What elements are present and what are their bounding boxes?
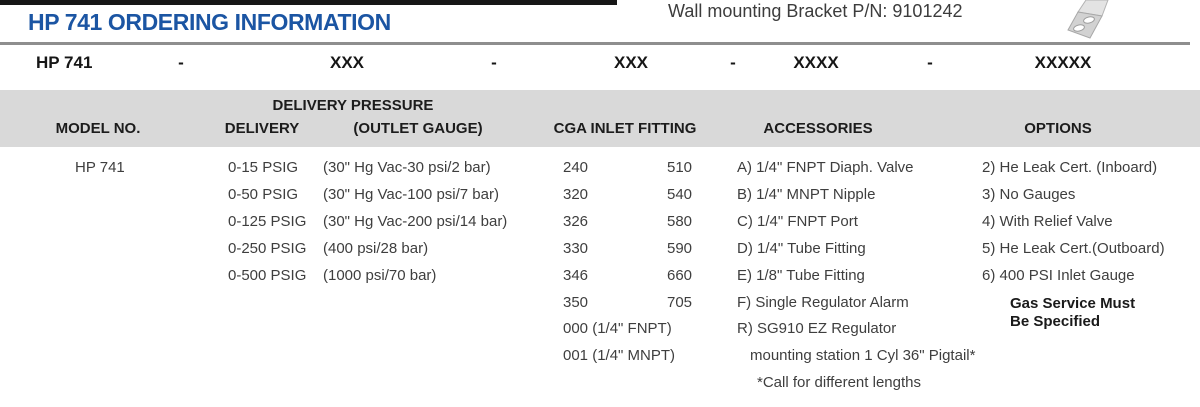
accessory-item: E) 1/8" Tube Fitting bbox=[737, 266, 865, 284]
order-code-segment: XXX bbox=[329, 53, 365, 72]
accessory-item-continuation: mounting station 1 Cyl 36" Pigtail* bbox=[750, 347, 976, 365]
wall-bracket-icon bbox=[1062, 0, 1124, 40]
accessory-item: D) 1/4" Tube Fitting bbox=[737, 239, 866, 257]
order-code-dash: - bbox=[730, 53, 736, 72]
cga-fitting-column-1 bbox=[563, 155, 675, 370]
cga-code: 580 bbox=[667, 212, 693, 230]
cga-code: 346 bbox=[563, 266, 589, 284]
delivery-column bbox=[228, 155, 306, 290]
outlet-gauge-value: (1000 psi/70 bar) bbox=[323, 266, 437, 284]
table-header-band bbox=[0, 90, 1200, 147]
outlet-gauge-value: (30" Hg Vac-100 psi/7 bar) bbox=[323, 185, 499, 203]
header-delivery-pressure: DELIVERY PRESSURE bbox=[272, 97, 434, 114]
delivery-range: 0-500 PSIG bbox=[228, 266, 307, 284]
cga-code: 320 bbox=[563, 185, 589, 203]
delivery-range: 0-50 PSIG bbox=[228, 185, 299, 203]
outlet-gauge-value: (30" Hg Vac-30 psi/2 bar) bbox=[323, 159, 491, 176]
cga-code: 350 bbox=[563, 293, 589, 311]
accessory-item: A) 1/4" FNPT Diaph. Valve bbox=[737, 159, 914, 176]
accessories-column bbox=[737, 155, 975, 397]
header-model-no: MODEL NO. bbox=[55, 120, 141, 137]
header-delivery: DELIVERY bbox=[224, 120, 300, 137]
gas-service-note-line: Gas Service Must bbox=[1010, 294, 1136, 312]
option-item: 4) With Relief Valve bbox=[982, 212, 1113, 230]
cga-code: 705 bbox=[667, 293, 693, 311]
gas-service-note-line: Be Specified bbox=[1010, 312, 1101, 330]
option-item: 2) He Leak Cert. (Inboard) bbox=[982, 159, 1158, 176]
header-accessories: ACCESSORIES bbox=[763, 120, 873, 137]
cga-code: 326 bbox=[563, 212, 589, 230]
option-item: 5) He Leak Cert.(Outboard) bbox=[982, 239, 1165, 257]
cga-code: 590 bbox=[667, 239, 693, 257]
cga-fitting-column-2 bbox=[667, 155, 692, 316]
cga-code: 660 bbox=[667, 266, 693, 284]
options-column bbox=[982, 155, 1165, 331]
delivery-range: 0-125 PSIG bbox=[228, 212, 307, 230]
order-code-model: HP 741 bbox=[36, 53, 93, 72]
order-code-segment: XXX bbox=[613, 53, 649, 72]
title-divider bbox=[0, 42, 1190, 45]
model-no-value: HP 741 bbox=[75, 159, 125, 176]
delivery-range: 0-250 PSIG bbox=[228, 239, 307, 257]
accessory-footnote: *Call for different lengths bbox=[757, 374, 921, 392]
top-black-bar bbox=[0, 0, 617, 5]
order-code-dash: - bbox=[927, 53, 933, 72]
outlet-gauge-value: (30" Hg Vac-200 psi/14 bar) bbox=[323, 212, 508, 230]
order-code-dash: - bbox=[491, 53, 497, 72]
accessory-item: B) 1/4" MNPT Nipple bbox=[737, 185, 876, 203]
cga-code: 001 (1/4" MNPT) bbox=[563, 347, 676, 365]
order-code-dash: - bbox=[178, 53, 184, 72]
accessory-item: R) SG910 EZ Regulator bbox=[737, 320, 897, 338]
order-code-segment: XXXX bbox=[793, 53, 839, 72]
cga-code: 330 bbox=[563, 239, 589, 257]
cga-code: 510 bbox=[667, 159, 693, 176]
cga-code: 000 (1/4" FNPT) bbox=[563, 320, 672, 338]
header-outlet-gauge: (OUTLET GAUGE) bbox=[353, 120, 483, 137]
outlet-gauge-column bbox=[323, 155, 507, 290]
page-title: HP 741 ORDERING INFORMATION bbox=[28, 9, 391, 35]
header-options: OPTIONS bbox=[1024, 120, 1092, 137]
model-no-column bbox=[75, 155, 125, 182]
header-cga-inlet-fitting: CGA INLET FITTING bbox=[553, 120, 697, 137]
accessory-item: C) 1/4" FNPT Port bbox=[737, 212, 858, 230]
outlet-gauge-value: (400 psi/28 bar) bbox=[323, 239, 429, 257]
gas-service-note bbox=[1010, 295, 1165, 331]
cga-code: 240 bbox=[563, 159, 589, 176]
accessory-item: F) Single Regulator Alarm bbox=[737, 293, 909, 311]
wall-bracket-note: Wall mounting Bracket P/N: 9101242 bbox=[668, 1, 963, 21]
option-item: 6) 400 PSI Inlet Gauge bbox=[982, 266, 1135, 284]
option-item: 3) No Gauges bbox=[982, 185, 1076, 203]
order-code-segment: XXXXX bbox=[1034, 53, 1092, 72]
cga-code: 540 bbox=[667, 185, 693, 203]
delivery-range: 0-15 PSIG bbox=[228, 159, 299, 176]
